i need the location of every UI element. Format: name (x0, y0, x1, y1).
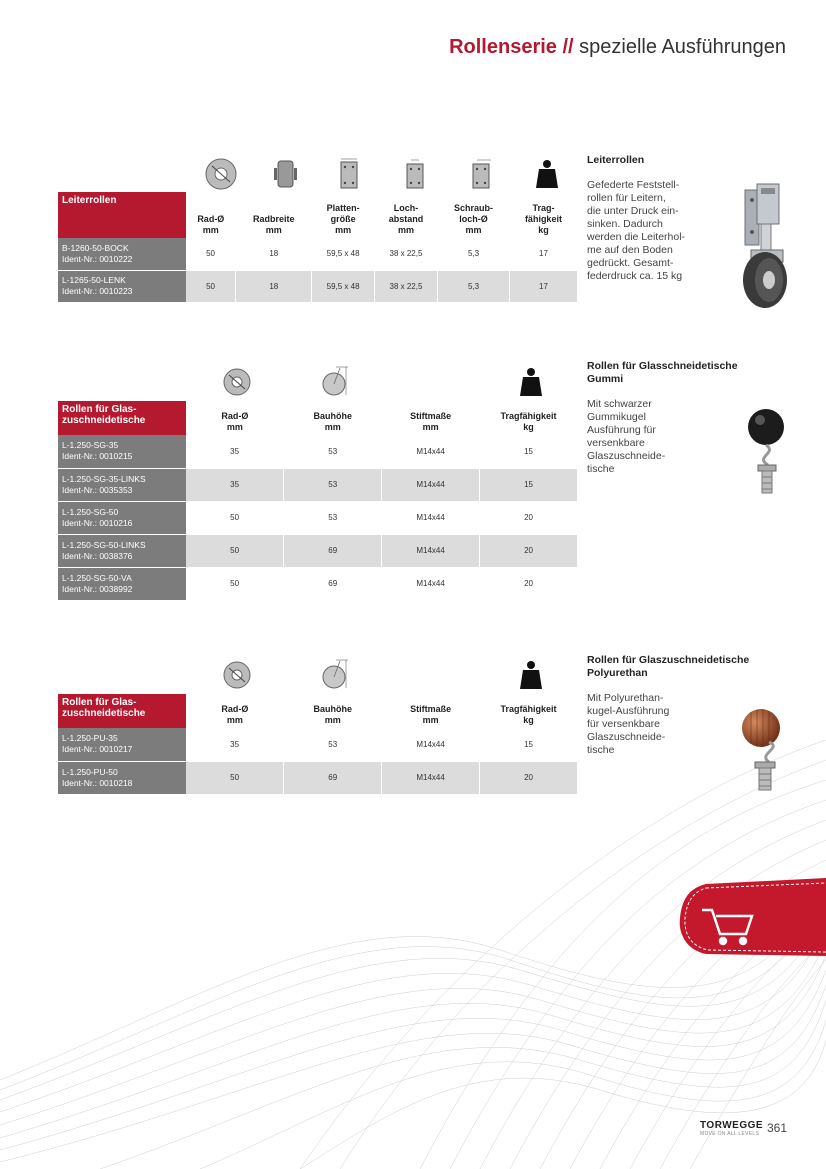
shopping-cart-badge[interactable] (676, 878, 826, 960)
section2-spec-table (58, 401, 578, 601)
brand-tagline: MOVE ON ALL LEVELS (700, 1131, 760, 1137)
description-title: Rollen für Glaszuschneidetische Polyurethan (587, 654, 750, 679)
col-header: Radbreite mm (253, 214, 295, 235)
description-title: Leiterrollen (587, 154, 645, 166)
ladder-caster-image (735, 180, 795, 315)
plate-size-icon (341, 159, 357, 188)
load-capacity-icon (536, 160, 558, 188)
section1-description (587, 154, 717, 283)
table-row: L-1.250-PU-50 Ident-Nr.: 0010218 50 69 M14x44 20 (58, 761, 578, 794)
col-header: Platten- größe mm (326, 203, 360, 235)
section3-icons (186, 657, 578, 693)
col-header: Bauhöhe mm (313, 704, 352, 725)
description-text: Mit Polyurethan- kugel-Ausführung für versenkbare Glaszuschneide- tische (587, 692, 670, 756)
description-text: Mit schwarzer Gummikugel Ausführung für versenkbare Glaszuschneide- tische (587, 398, 666, 475)
col-header: Stiftmaße mm (410, 704, 452, 725)
table-row: L-1.250-SG-50-LINKS Ident-Nr.: 0038376 50 69 M14x44 20 (58, 534, 578, 567)
rubber-ball-caster-image (738, 405, 793, 500)
description-text: Gefederte Feststell- rollen für Leitern, die unter Druck ein- sinken. Dadurch werden die Leiterhol- me auf den Boden gedrückt. Gesamt- federdruck ca. 15 kg (587, 179, 686, 282)
section2-label: Rollen für Glas- zuschneidetische (58, 401, 186, 435)
title-subtitle: spezielle Ausführungen (579, 36, 786, 58)
hole-spacing-icon (407, 160, 423, 188)
load-capacity-icon (520, 661, 542, 689)
overall-height-icon (323, 660, 348, 688)
col-header: Loch- abstand mm (388, 203, 424, 235)
section3-label: Rollen für Glas- zuschneidetische (58, 694, 186, 728)
table-row: L-1265-50-LENK Ident-Nr.: 0010223 50 18 59,5 x 48 38 x 22,5 5,3 17 (58, 270, 578, 302)
table-row: L-1.250-SG-35 Ident-Nr.: 0010215 35 53 M14x44 15 (58, 435, 578, 468)
page-title (449, 36, 786, 59)
wheel-diameter-icon (224, 662, 250, 688)
brand-logo: TORWEGGE MOVE ON ALL LEVELS (700, 1120, 764, 1137)
page-number: 361 (767, 1121, 788, 1135)
col-header: Rad-Ø mm (221, 411, 249, 432)
wheel-width-icon (274, 161, 297, 187)
description-title: Rollen für Glasschneidetische Gummi (587, 360, 738, 385)
load-capacity-icon (520, 368, 542, 396)
section3-spec-table (58, 694, 578, 795)
col-header: Schraub- loch-Ø mm (454, 203, 494, 235)
overall-height-icon (323, 367, 348, 395)
title-series: Rollenserie (449, 36, 557, 58)
col-header: Tragfähigkeit kg (500, 704, 557, 725)
col-header: Rad-Ø mm (221, 704, 249, 725)
col-header: Stiftmaße mm (410, 411, 452, 432)
table-row: L-1.250-SG-50-VA Ident-Nr.: 0038992 50 69 M14x44 20 (58, 567, 578, 600)
table-row: L-1.250-SG-35-LINKS Ident-Nr.: 0035353 35 53 M14x44 15 (58, 468, 578, 501)
screw-hole-icon (473, 160, 491, 188)
section1-icons (186, 156, 578, 192)
title-separator: // (562, 36, 574, 58)
polyurethane-ball-caster-image (733, 702, 793, 797)
col-header: Trag- fähigkeit kg (524, 203, 562, 235)
section2-icons (186, 364, 578, 400)
table-row: L-1.250-SG-50 Ident-Nr.: 0010216 50 53 M14x44 20 (58, 501, 578, 534)
col-header: Tragfähigkeit kg (500, 411, 557, 432)
table-row: B-1260-50-BOCK Ident-Nr.: 0010222 50 18 59,5 x 48 38 x 22,5 5,3 17 (58, 238, 578, 270)
table-row: L-1.250-PU-35 Ident-Nr.: 0010217 35 53 M14x44 15 (58, 728, 578, 761)
section1-label: Leiterrollen (58, 192, 186, 238)
col-header: Rad-Ø mm (197, 214, 225, 235)
section1-spec-table (58, 192, 578, 303)
wheel-diameter-icon (224, 369, 250, 395)
wheel-diameter-icon (206, 159, 236, 189)
col-header: Bauhöhe mm (313, 411, 352, 432)
